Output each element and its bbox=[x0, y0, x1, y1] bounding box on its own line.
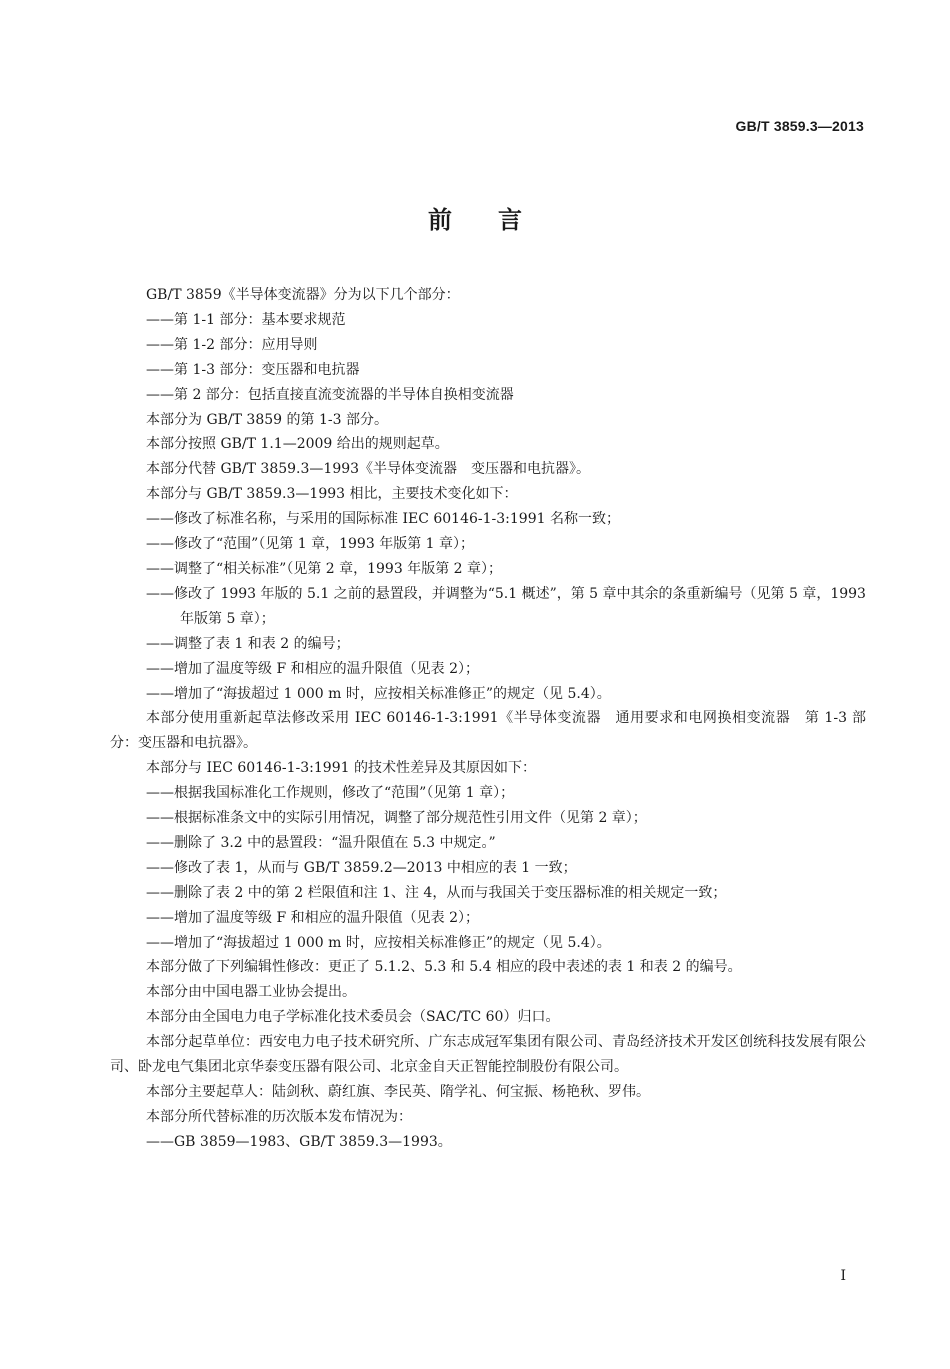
list-item: ——第 1-1 部分：基本要求规范 bbox=[146, 311, 346, 328]
list-item: ——修改了“范围”（见第 1 章，1993 年版第 1 章）； bbox=[146, 536, 475, 553]
paragraph: 本部分主要起草人：陆剑秋、蔚红旗、李民英、隋学礼、何宝振、杨艳秋、罗伟。 bbox=[146, 1084, 650, 1100]
paragraph: 本部分使用重新起草法修改采用 IEC 60146-1-3:1991《半导体变流器 通用要求和电网换相变流器 第 1-3 部分：变压器和电抗器》。 bbox=[110, 710, 866, 752]
list-item: ——调整了“相关标准”（见第 2 章，1993 年版第 2 章）； bbox=[146, 560, 503, 577]
paragraph: 本部分为 GB/T 3859 的第 1-3 部分。 bbox=[146, 411, 388, 428]
page-number: I bbox=[840, 1268, 846, 1284]
paragraph: 本部分与 GB/T 3859.3—1993 相比，主要技术变化如下： bbox=[146, 486, 518, 503]
foreword-body bbox=[110, 283, 866, 1155]
paragraph: 本部分代替 GB/T 3859.3—1993《半导体变流器 变压器和电抗器》。 bbox=[146, 461, 591, 478]
list-item: ——删除了 3.2 中的悬置段：“温升限值在 5.3 中规定。” bbox=[146, 834, 496, 851]
paragraph: GB/T 3859《半导体变流器》分为以下几个部分： bbox=[146, 287, 460, 303]
paragraph: 本部分由全国电力电子学标准化技术委员会（SAC/TC 60）归口。 bbox=[146, 1009, 560, 1026]
paragraph: 本部分所代替标准的历次版本发布情况为： bbox=[146, 1108, 412, 1125]
paragraph: 本部分由中国电器工业协会提出。 bbox=[146, 984, 356, 1001]
list-item: ——第 2 部分：包括直接直流变流器的半导体自换相变流器 bbox=[146, 386, 514, 403]
paragraph: 本部分起草单位：西安电力电子技术研究所、广东志成冠军集团有限公司、青岛经济技术开发区创统科技发展有限公司、卧龙电气集团北京华泰变压器有限公司、北京金自天正智能控制股份有限公司。 bbox=[110, 1034, 866, 1076]
list-item: ——根据标准条文中的实际引用情况，调整了部分规范性引用文件（见第 2 章）； bbox=[146, 810, 647, 827]
list-item: ——增加了“海拔超过 1 000 m 时，应按相关标准修正”的规定（见 5.4）。 bbox=[146, 934, 611, 951]
list-item: ——增加了“海拔超过 1 000 m 时，应按相关标准修正”的规定（见 5.4）。 bbox=[146, 685, 611, 702]
standard-code: GB/T 3859.3—2013 bbox=[735, 118, 864, 134]
list-item: ——第 1-3 部分：变压器和电抗器 bbox=[146, 361, 360, 378]
list-item: ——第 1-2 部分：应用导则 bbox=[146, 336, 318, 353]
paragraph: 本部分做了下列编辑性修改：更正了 5.1.2、5.3 和 5.4 相应的段中表述的表 1 和表 2 的编号。 bbox=[146, 959, 742, 976]
list-item: ——修改了 1993 年版的 5.1 之前的悬置段，并调整为“5.1 概述”，第 5 章中其余的条重新编号（见第 5 章，1993 年版第 5 章）； bbox=[146, 585, 866, 627]
list-item: ——删除了表 2 中的第 2 栏限值和注 1、注 4，从而与我国关于变压器标准的相关规定一致； bbox=[146, 884, 727, 901]
list-item: ——修改了表 1，从而与 GB/T 3859.2—2013 中相应的表 1 一致； bbox=[146, 859, 577, 876]
list-item: ——增加了温度等级 F 和相应的温升限值（见表 2）； bbox=[146, 909, 479, 926]
paragraph: 本部分与 IEC 60146-1-3:1991 的技术性差异及其原因如下： bbox=[146, 760, 536, 777]
page-title: 前言 bbox=[428, 206, 568, 234]
list-item: ——根据我国标准化工作规则，修改了“范围”（见第 1 章）； bbox=[146, 785, 515, 802]
list-item: ——修改了标准名称，与采用的国际标准 IEC 60146-1-3:1991 名称一致； bbox=[146, 511, 620, 528]
paragraph: 本部分按照 GB/T 1.1—2009 给出的规则起草。 bbox=[146, 436, 449, 453]
list-item: ——GB 3859—1983、GB/T 3859.3—1993。 bbox=[146, 1133, 452, 1150]
list-item: ——调整了表 1 和表 2 的编号； bbox=[146, 635, 350, 652]
list-item: ——增加了温度等级 F 和相应的温升限值（见表 2）； bbox=[146, 660, 479, 677]
